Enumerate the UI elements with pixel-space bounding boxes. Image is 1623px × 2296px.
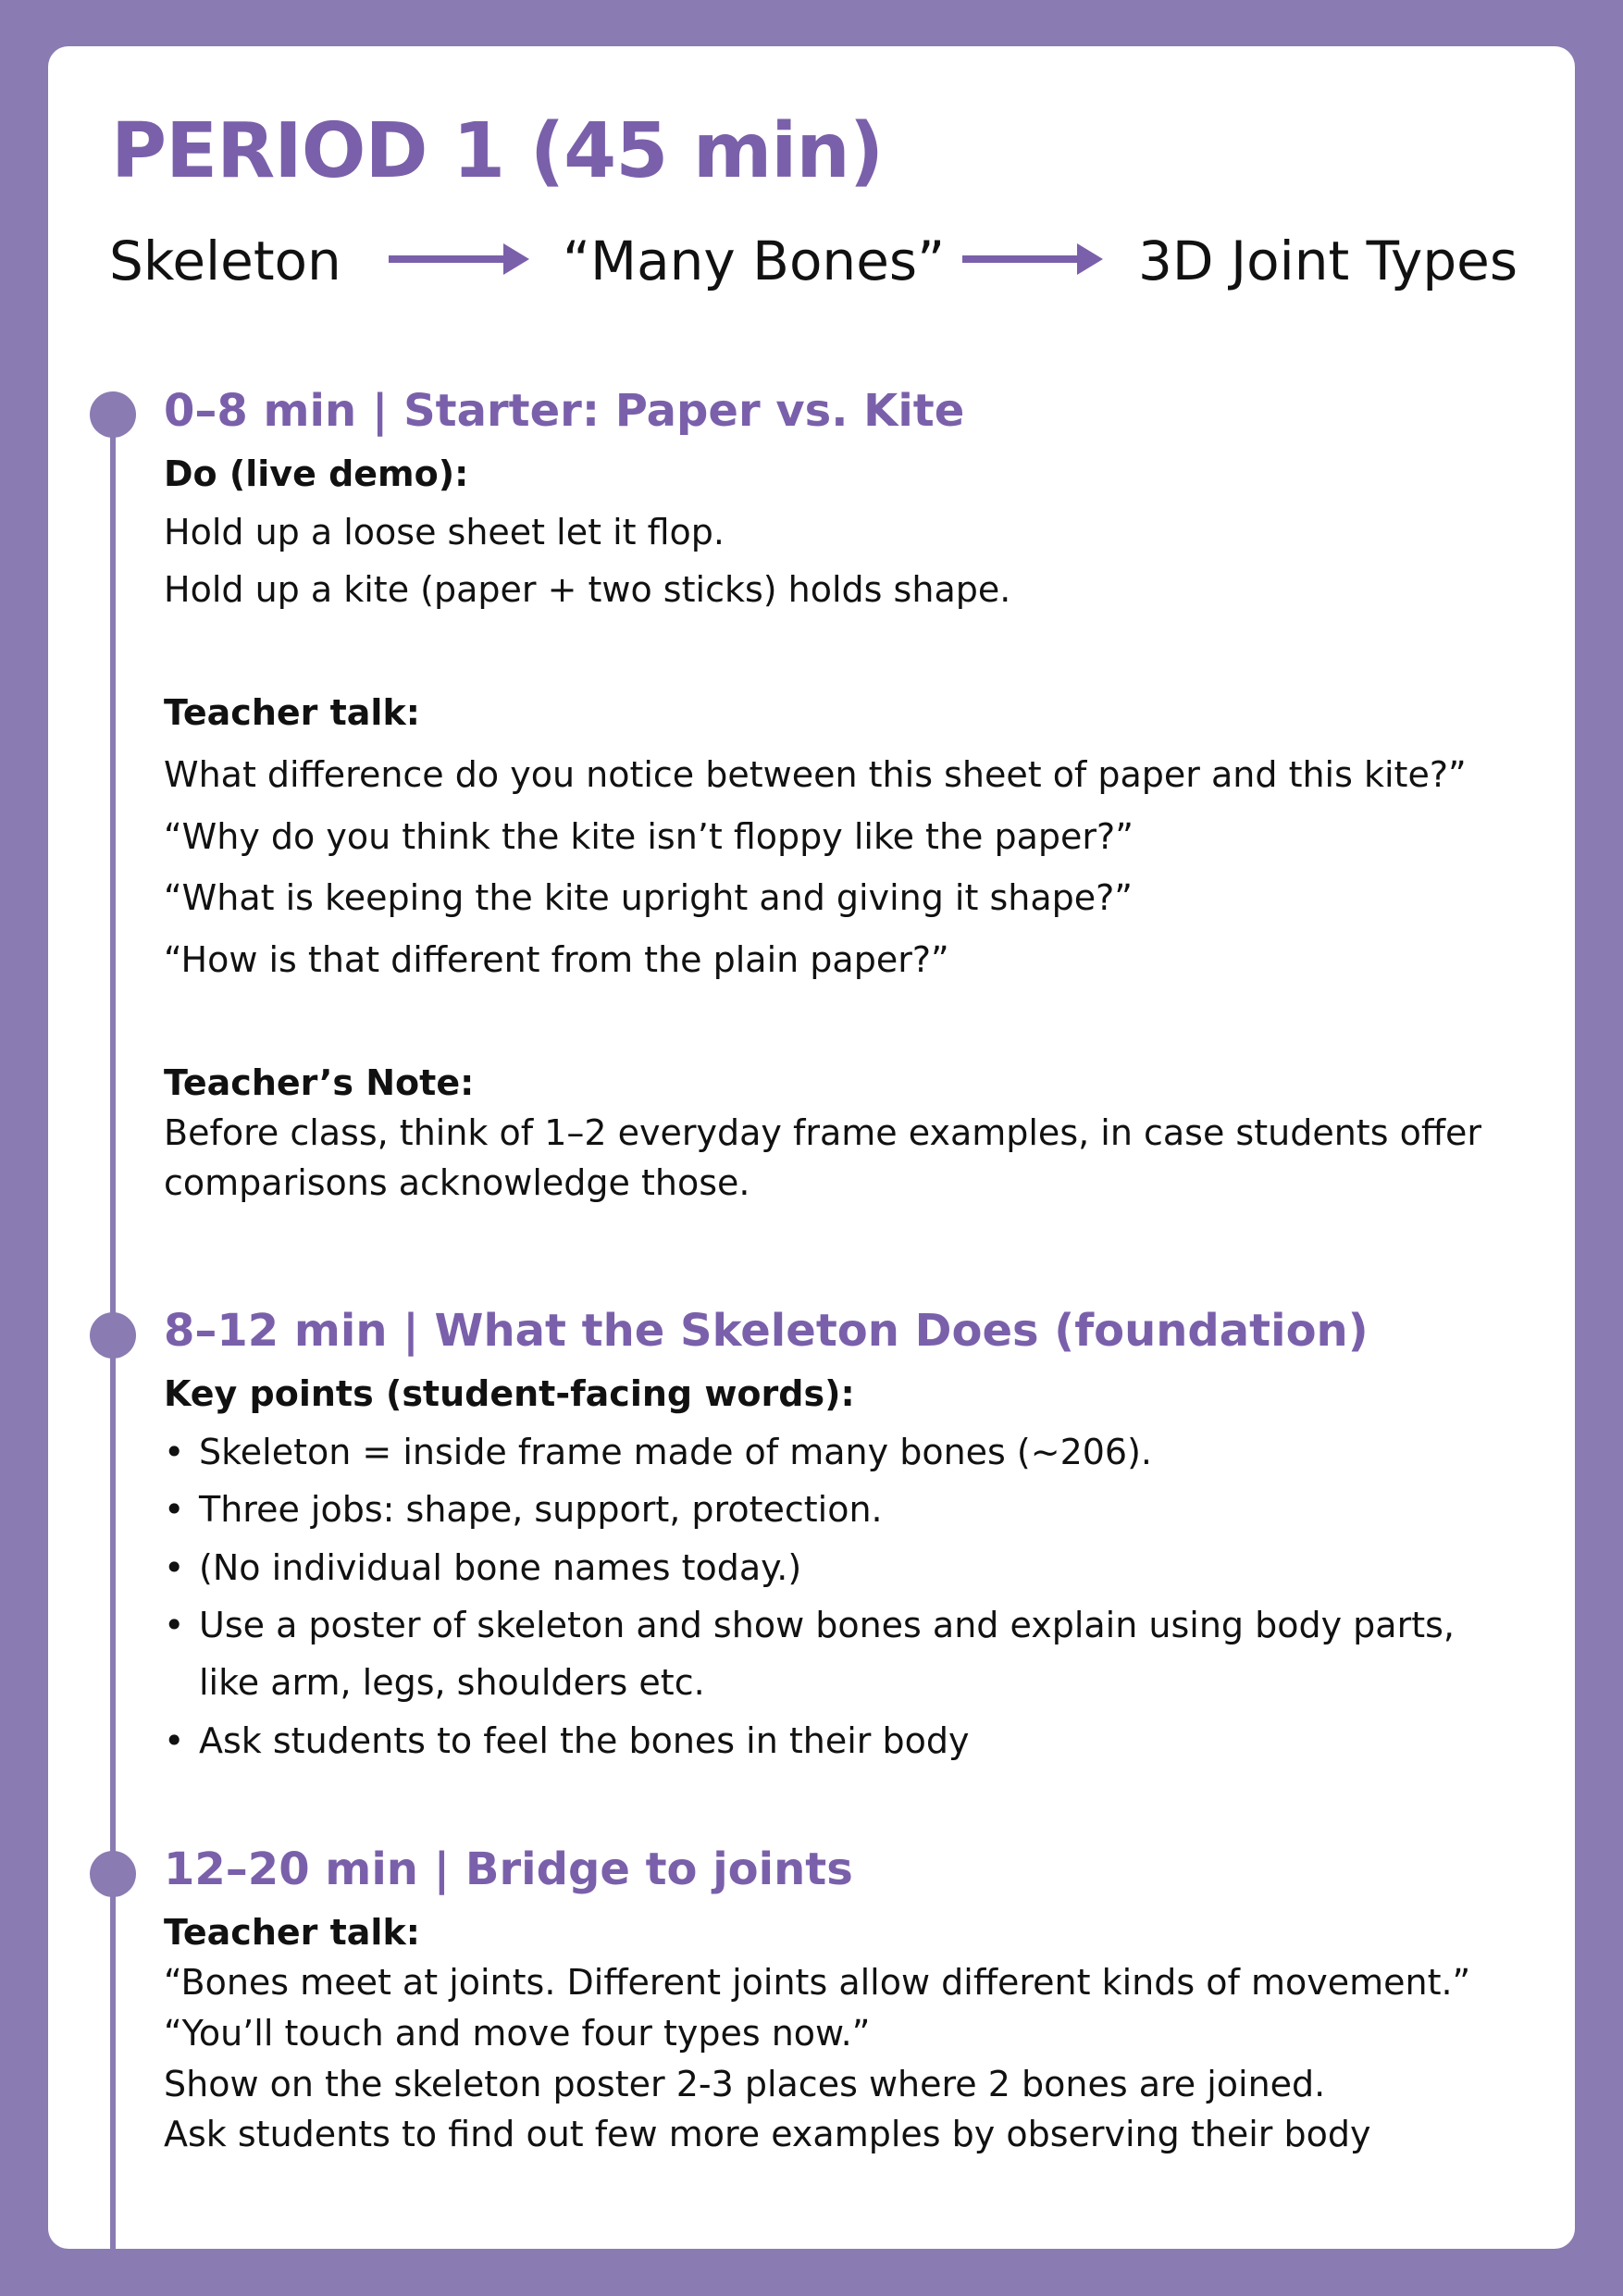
note-line: comparisons acknowledge those. — [164, 1162, 750, 1203]
bullet-item: • (No individual bone names today.) — [164, 1547, 802, 1588]
flow-arrow-1 — [389, 255, 529, 263]
note-line: Before class, think of 1–2 everyday frame examples, in case students offer — [164, 1112, 1481, 1153]
talk-line: “How is that different from the plain paper?” — [164, 939, 949, 980]
talk-line: Ask students to find out few more examples by observing their body — [164, 2114, 1371, 2154]
page-title: PERIOD 1 (45 min) — [111, 107, 884, 195]
teacher-note-label: Teacher’s Note: — [164, 1062, 475, 1103]
do-label: Do (live demo): — [164, 453, 469, 494]
talk-line: Show on the skeleton poster 2-3 places where 2 bones are joined. — [164, 2064, 1326, 2104]
talk-line: What difference do you notice between this sheet of paper and this kite?” — [164, 754, 1467, 795]
flow-diagram — [48, 46, 1575, 352]
teacher-talk-label: Teacher talk: — [164, 1912, 420, 1953]
teacher-talk-label: Teacher talk: — [164, 692, 420, 733]
do-line: Hold up a loose sheet let it flop. — [164, 512, 725, 552]
lesson-card — [48, 46, 1575, 2249]
do-line: Hold up a kite (paper + two sticks) holds shape. — [164, 569, 1011, 610]
talk-line: “You’ll touch and move four types now.” — [164, 2013, 871, 2054]
bullet-item: • Ask students to feel the bones in their body — [164, 1720, 970, 1761]
bullet-item: • Use a poster of skeleton and show bones and explain using body parts, — [164, 1605, 1455, 1645]
section-heading: 12–20 min | Bridge to joints — [164, 1843, 853, 1895]
section-heading: 8–12 min | What the Skeleton Does (foundation) — [164, 1305, 1369, 1357]
talk-line: “Why do you think the kite isn’t floppy like the paper?” — [164, 816, 1134, 857]
timeline-dot-2 — [90, 1312, 136, 1359]
flow-step-skeleton: Skeleton — [109, 230, 341, 292]
talk-line: “Bones meet at joints. Different joints allow different kinds of movement.” — [164, 1962, 1471, 2003]
flow-step-joint-types: 3D Joint Types — [1138, 230, 1518, 292]
key-points-label: Key points (student-facing words): — [164, 1373, 855, 1414]
section-heading: 0–8 min | Starter: Paper vs. Kite — [164, 385, 965, 437]
flow-arrow-2 — [962, 255, 1103, 263]
timeline-dot-3 — [90, 1851, 136, 1897]
talk-line: “What is keeping the kite upright and giving it shape?” — [164, 877, 1133, 918]
bullet-item: • Three jobs: shape, support, protection. — [164, 1489, 883, 1530]
bullet-item: • Skeleton = inside frame made of many bones (~206). — [164, 1432, 1153, 1472]
flow-step-many-bones: “Many Bones” — [563, 230, 946, 292]
timeline-dot-1 — [90, 391, 136, 438]
bullet-continuation: like arm, legs, shoulders etc. — [199, 1662, 705, 1703]
